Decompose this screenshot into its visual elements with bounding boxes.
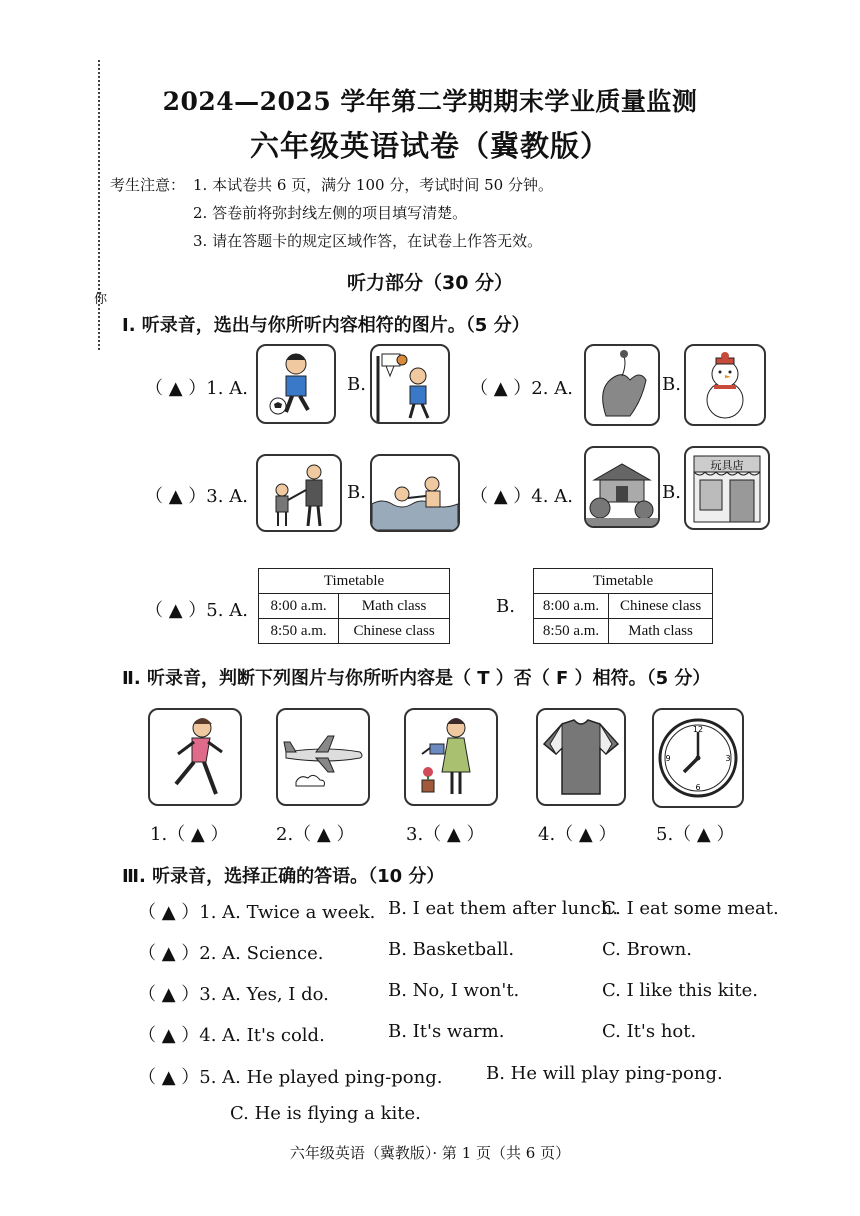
exam-subtitle: 六年级英语试卷（冀教版）: [249, 129, 610, 163]
answer-blank[interactable]: （ ▲ ）: [145, 486, 207, 507]
picture-girl-running: [148, 708, 242, 806]
picture-boy-football: [256, 344, 336, 424]
q3-5-option-c[interactable]: C. He is flying a kite.: [230, 1103, 421, 1124]
page-footer: 六年级英语（冀教版）· 第 1 页（共 6 页）: [289, 1144, 571, 1162]
picture-park-pavilion: [584, 446, 660, 528]
q3-1-option-c[interactable]: C. I eat some meat.: [602, 898, 779, 919]
picture-girl-watering-flower: [404, 708, 498, 806]
answer-blank[interactable]: （ ▲ ）: [470, 486, 532, 507]
timetable-time: 8:00 a.m.: [259, 594, 339, 619]
option-b-label: B.: [347, 374, 366, 395]
option-b-label: B.: [496, 596, 515, 617]
timetable-time: 8:50 a.m.: [259, 619, 339, 644]
svg-text:9: 9: [665, 754, 671, 763]
timetable-title: Timetable: [259, 569, 450, 594]
section1-title: Ⅰ. 听录音，选出与你所听内容相符的图片。（5 分）: [122, 315, 530, 336]
picture-snowman: [684, 344, 766, 426]
question-label: 4. A.: [531, 486, 573, 507]
q3-3-option-c[interactable]: C. I like this kite.: [602, 980, 759, 1001]
timetable-class: Math class: [339, 594, 450, 619]
svg-text:12: 12: [692, 725, 704, 734]
option-b-label: B.: [662, 482, 681, 503]
toy-shop-sign: 玩具店: [710, 459, 744, 472]
picture-father-and-son: [256, 454, 342, 532]
option-b-label: B.: [662, 374, 681, 395]
timetable-class: Math class: [609, 619, 713, 644]
timetable-title: Timetable: [534, 569, 713, 594]
tf-item-3[interactable]: 3.（ ▲ ）: [406, 824, 485, 845]
timetable-time: 8:50 a.m.: [534, 619, 609, 644]
note-item-3: 3. 请在答题卡的规定区域作答，在试卷上作答无效。: [193, 232, 543, 250]
question-label: 5. A.: [206, 600, 248, 621]
q3-3-option-b[interactable]: B. No, I won't.: [388, 980, 520, 1001]
tf-item-5[interactable]: 5.（ ▲ ）: [656, 824, 735, 845]
q3-1-option-b[interactable]: B. I eat them after lunch.: [388, 898, 619, 919]
listening-part-heading: 听力部分（30 分）: [346, 272, 514, 294]
picture-plant: [584, 344, 660, 426]
q3-1-stem-option-a[interactable]: （ ▲ ）1. A. Twice a week.: [138, 902, 376, 923]
question-label: 2. A.: [531, 378, 573, 399]
picture-t-shirt: [536, 708, 626, 806]
q3-2-option-c[interactable]: C. Brown.: [602, 939, 692, 960]
tf-item-1[interactable]: 1.（ ▲ ）: [150, 824, 229, 845]
tf-item-2[interactable]: 2.（ ▲ ）: [276, 824, 355, 845]
q3-5-stem-option-a[interactable]: （ ▲ ）5. A. He played ping-pong.: [138, 1067, 443, 1088]
svg-text:3: 3: [725, 754, 731, 763]
q3-2-stem-option-a[interactable]: （ ▲ ）2. A. Science.: [138, 943, 324, 964]
picture-clock: [652, 708, 744, 808]
q3-4-stem-option-a[interactable]: （ ▲ ）4. A. It's cold.: [138, 1025, 325, 1046]
note-item-2: 2. 答卷前将弥封线左侧的项目填写清楚。: [193, 204, 468, 222]
timetable-class: Chinese class: [339, 619, 450, 644]
note-item-1: 1. 本试卷共 6 页，满分 100 分，考试时间 50 分钟。: [193, 176, 553, 194]
q3-3-stem-option-a[interactable]: （ ▲ ）3. A. Yes, I do.: [138, 984, 329, 1005]
timetable-class: Chinese class: [609, 594, 713, 619]
exam-title: 2024—2025 学年第二学期期末学业质量监测: [162, 87, 698, 116]
section2-title: Ⅱ. 听录音，判断下列图片与你所听内容是（ T ）否（ F ）相符。（5 分）: [122, 668, 711, 689]
timetable-a: [258, 568, 450, 644]
question-label: 1. A.: [206, 378, 248, 399]
picture-toy-shop: [684, 446, 770, 530]
picture-boy-basketball: [370, 344, 450, 424]
picture-swimming: [370, 454, 460, 532]
section3-title: Ⅲ. 听录音，选择正确的答语。（10 分）: [122, 866, 445, 887]
answer-blank[interactable]: （ ▲ ）: [145, 378, 207, 399]
q3-4-option-c[interactable]: C. It's hot.: [602, 1021, 697, 1042]
svg-text:6: 6: [695, 783, 701, 792]
q3-5-option-b[interactable]: B. He will play ping-pong.: [486, 1063, 723, 1084]
q3-2-option-b[interactable]: B. Basketball.: [388, 939, 515, 960]
timetable-time: 8:00 a.m.: [534, 594, 609, 619]
binding-side-char: 你: [94, 292, 108, 307]
q3-4-option-b[interactable]: B. It's warm.: [388, 1021, 505, 1042]
tf-item-4[interactable]: 4.（ ▲ ）: [538, 824, 617, 845]
answer-blank[interactable]: （ ▲ ）: [145, 600, 207, 621]
notes-label: 考生注意：: [110, 176, 186, 194]
question-label: 3. A.: [206, 486, 248, 507]
timetable-b: [533, 568, 713, 644]
picture-airplane: [276, 708, 370, 806]
option-b-label: B.: [347, 482, 366, 503]
answer-blank[interactable]: （ ▲ ）: [470, 378, 532, 399]
